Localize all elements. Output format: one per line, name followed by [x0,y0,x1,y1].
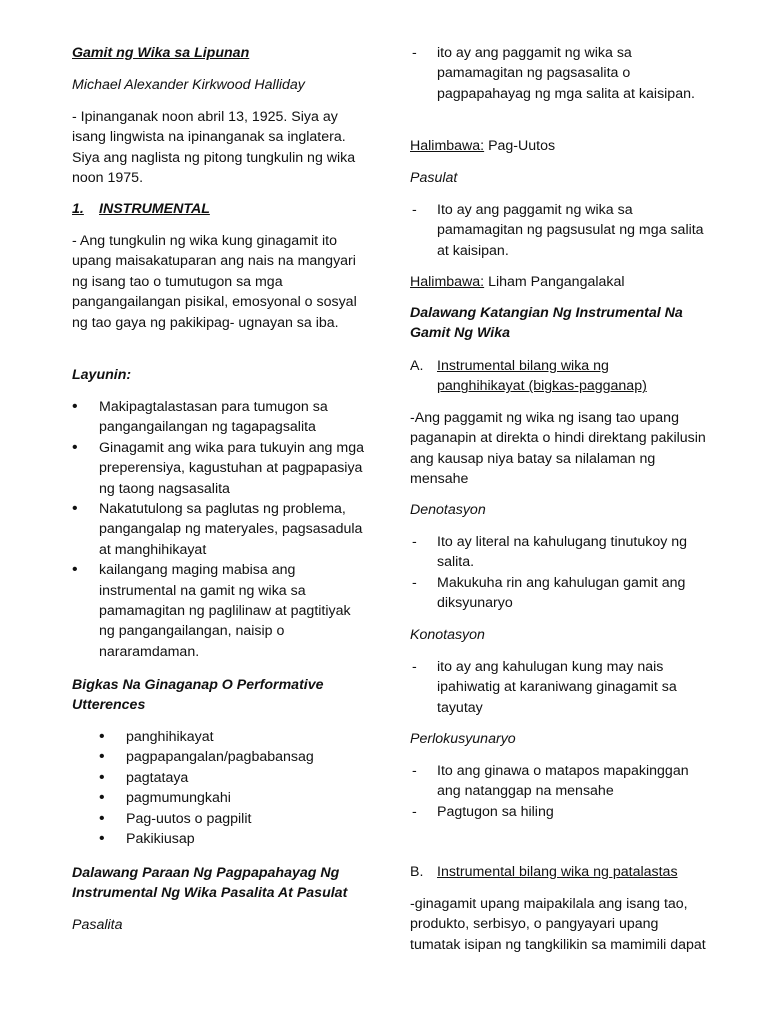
pasulat-definition-list [410,200,710,261]
list-item: • Makipagtalastasan para tumugon sa pangangailangan ng tagapagsalita [72,397,364,438]
list-item: • pagtataya [72,768,364,788]
konotasyon-list [410,657,710,718]
subsection-letter: B. [410,864,424,880]
list-item: • Pakikiusap [72,829,364,849]
list-item: - Makukuha rin ang kahulugan gamit ang diksyunaryo [410,573,710,614]
list-item: - Pagtugon sa hiling [410,802,710,822]
list-item: • panghihikayat [72,727,364,747]
list-item: • pagmumungkahi [72,788,364,808]
list-item: • Nakatutulong sa paglutas ng problema, pangangalap ng materyales, pagsasadula at manghihikayat [72,499,364,560]
bigkas-heading: Bigkas Na Ginaganap O Performative Utterences [72,677,324,714]
paraan-heading: Dalawang Paraan Ng Pagpapahayag Ng Instrumental Ng Wika Pasalita At Pasulat [72,865,348,902]
example-text: Liham Pangangalakal [484,274,625,290]
subsection-a-heading [410,356,710,398]
instrumental-definition: - Ang tungkulin ng wika kung ginagamit ito upang maisakatuparan ang nais na mangyari ng isang tao o tumutugon sa mga pangangailangan pisikal, emosyonal o sosyal ng tao gaya ng pakikipag- ugnayan sa iba. [72,233,357,331]
section-title: INSTRUMENTAL [99,201,210,217]
list-item: - Ito ay ang paggamit ng wika sa pamamagitan ng pagsusulat ng mga salita at kaisipan. [410,200,710,261]
list-item: • Pag-uutos o pagpilit [72,809,364,829]
subsection-a-definition: -Ang paggamit ng wika ng isang tao upang paganapin at direkta o hindi direktang pakilusin ang kausap niya batay sa nilalaman ng mensahe [410,410,706,488]
halimbawa-label: Halimbawa: [410,138,485,154]
subsection-letter: A. [410,358,424,374]
list-item: - ito ay ang paggamit ng wika sa pamamagitan ng pagsasalita o pagpapahayag ng mga salita at kaisipan. [410,43,710,104]
subsection-b-heading [410,862,710,883]
pasalita-label: Pasalita [72,917,123,933]
list-item: • pagpapangalan/pagbabansag [72,747,364,767]
subsection-b-definition: -ginagamit upang maipakilala ang isang tao, produkto, serbisyo, o pangyayari upang tumatak isipan ng tangkilikin sa mamimili dapat [410,896,706,953]
subsection-title: Instrumental bilang wika ng patalastas [437,864,678,880]
halimbawa-label: Halimbawa: [410,274,485,290]
perlokusyunaryo-list [410,761,710,822]
katangian-heading: Dalawang Katangian Ng Instrumental Na Gamit Ng Wika [410,305,683,342]
list-item: - Ito ang ginawa o matapos mapakinggan ang natanggap na mensahe [410,761,710,802]
pasulat-label: Pasulat [410,170,458,186]
pasalita-example [410,136,710,156]
list-item: - ito ay ang kahulugan kung may nais ipahiwatig at karaniwang ginagamit sa tayutay [410,657,710,718]
list-item: • kailangang maging mabisa ang instrumental na gamit ng wika sa pamamagitan ng paglilinaw at pagtitiyak ng pangangailangan, naisip o nararamdaman. [72,560,364,662]
section-number: 1. [72,201,84,217]
pasalita-definition-list [410,43,710,104]
denotasyon-list [410,532,710,614]
document-title: Gamit ng Wika sa Lipunan [72,45,250,61]
denotasyon-label: Denotasyon [410,502,486,518]
list-item: • Ginagamit ang wika para tukuyin ang mga preperensiya, kagustuhan at pagpapasiya ng taong nagsasalita [72,438,364,499]
author-bio: - Ipinanganak noon abril 13, 1925. Siya ay isang lingwista na ipinanganak sa inglatera. Siya ang naglista ng pitong tungkulin ng wika noon 1975. [72,109,356,187]
konotasyon-label: Konotasyon [410,627,485,643]
example-text: Pag-Uutos [484,138,556,154]
pasulat-example [410,272,710,292]
author-name: Michael Alexander Kirkwood Halliday [72,77,305,93]
bigkas-list [72,727,364,849]
layunin-heading: Layunin: [72,367,132,383]
layunin-list [72,397,364,662]
subsection-title: Instrumental bilang wika ng panghihikayat (bigkas-pagganap) [437,358,647,395]
perlokusyunaryo-label: Perlokusyunaryo [410,731,516,747]
section-heading-instrumental [72,199,364,220]
list-item: - Ito ay literal na kahulugang tinutukoy ng salita. [410,532,710,573]
